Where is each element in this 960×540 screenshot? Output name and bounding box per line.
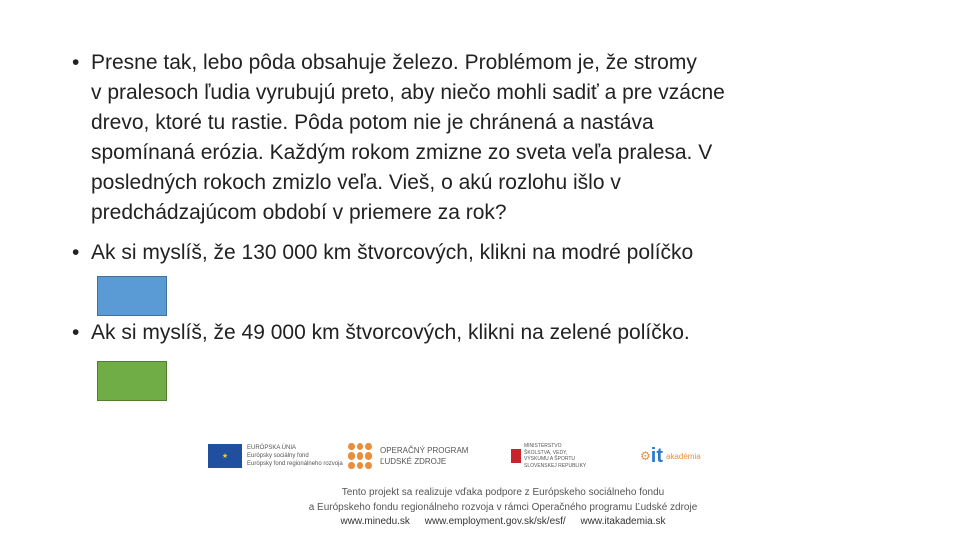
op-dots-icon	[348, 443, 372, 469]
bullet-icon: •	[72, 51, 80, 74]
slovak-emblem-icon	[511, 449, 521, 463]
eu-line1: Európsky sociálny fond	[247, 453, 309, 459]
ministry-logo	[511, 440, 586, 472]
logo-strip	[208, 440, 708, 474]
gear-icon: ⚙	[640, 449, 651, 463]
ministry-line3: VÝSKUMU A ŠPORTU	[524, 456, 576, 462]
question-line: drevo, ktoré tu rastie. Pôda potom nie je chránená a nastáva	[91, 111, 654, 134]
green-answer-box[interactable]	[97, 361, 167, 401]
ministry-line2: ŠKOLSTVA, VEDY,	[524, 449, 568, 456]
link-itakademia[interactable]: www.itakademia.sk	[580, 516, 666, 527]
bullet-icon: •	[72, 321, 80, 344]
footer-line1: Tento projekt sa realizuje vďaka podpore z Európskeho sociálneho fondu	[341, 487, 665, 498]
link-minedu[interactable]: www.minedu.sk	[340, 516, 410, 527]
question-line: predchádzajúcom období v priemere za rok?	[91, 201, 507, 224]
op-line2: ĽUDSKÉ ZDROJE	[380, 457, 447, 466]
it-mark: it	[650, 444, 663, 467]
it-text: akadémia	[665, 451, 701, 461]
eu-logo	[208, 440, 343, 472]
question-line: spomínaná erózia. Každým rokom zmizne zo sveta veľa pralesa. V	[91, 141, 713, 164]
question-line: posledných rokoch zmizlo veľa. Vieš, o akú rozlohu išlo v	[91, 171, 621, 194]
ministry-line1: MINISTERSTVO	[524, 443, 562, 449]
bullet-option-green	[72, 318, 690, 348]
blue-answer-box[interactable]	[97, 276, 167, 316]
eu-line2: Európsky fond regionálneho rozvoja	[247, 461, 343, 467]
footer	[0, 486, 960, 530]
bullet-question	[72, 48, 725, 228]
option-blue-text: Ak si myslíš, že 130 000 km štvorcových, klikni na modré políčko	[91, 241, 694, 264]
option-green-text: Ak si myslíš, že 49 000 km štvorcových, klikni na zelené políčko.	[91, 321, 690, 344]
op-logo	[348, 440, 468, 472]
op-line1: OPERAČNÝ PROGRAM	[380, 446, 469, 455]
eu-flag-icon: ★	[208, 444, 242, 468]
bullet-icon: •	[72, 241, 80, 264]
link-employment[interactable]: www.employment.gov.sk/sk/esf/	[424, 516, 566, 527]
bullet-option-blue	[72, 238, 693, 268]
eu-title: EURÓPSKA ÚNIA	[247, 445, 297, 451]
itakademia-logo	[640, 440, 701, 472]
ministry-line4: SLOVENSKEJ REPUBLIKY	[524, 462, 587, 469]
question-line: Presne tak, lebo pôda obsahuje železo. Problémom je, že stromy	[91, 51, 697, 74]
question-line: v pralesoch ľudia vyrubujú preto, aby niečo mohli sadiť a pre vzácne	[91, 81, 725, 104]
footer-line2: a Európskeho fondu regionálneho rozvoja v rámci Operačného programu Ľudské zdroje	[308, 501, 698, 513]
